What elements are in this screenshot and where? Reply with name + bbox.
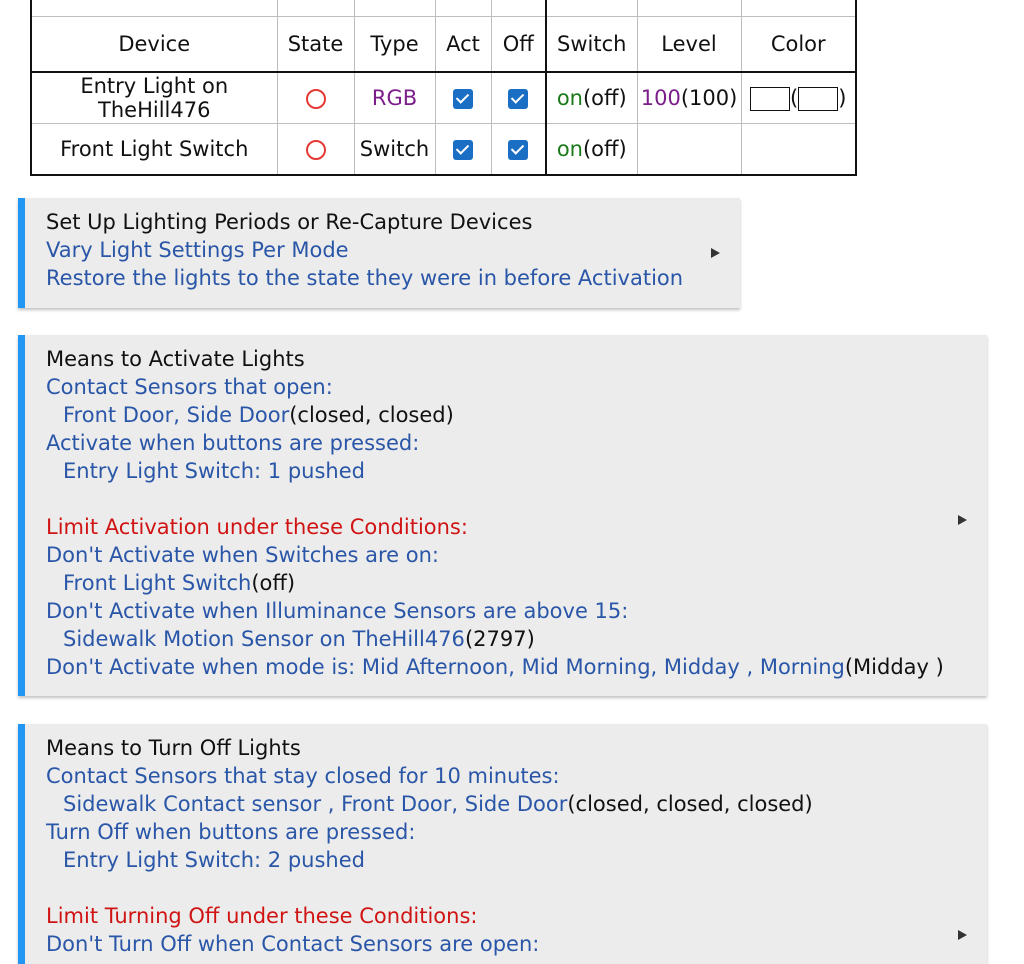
mode-label: Don't Activate when mode is: Mid Afternoon, Mid Morning, Midday , Morning: [46, 655, 845, 679]
expand-arrow-icon[interactable]: [958, 515, 967, 525]
header-act: Act: [435, 17, 491, 73]
switch-state-text: (off): [582, 137, 627, 161]
switch-cell[interactable]: [546, 72, 637, 124]
periods-title: Set Up Lighting Periods or Re-Capture Devices: [46, 210, 533, 234]
turnoff-limit-label: Limit Turning Off under these Conditions:: [46, 904, 478, 928]
switches-state: (off): [251, 571, 296, 595]
state-cell[interactable]: [277, 124, 354, 176]
off-checkbox[interactable]: [508, 140, 528, 160]
type-cell: RGB: [354, 72, 435, 124]
state-cell[interactable]: [277, 72, 354, 124]
restore-lights-text: Restore the lights to the state they were in before Activation: [46, 266, 684, 290]
turnoff-buttons-label: Turn Off when buttons are pressed:: [46, 820, 416, 844]
off-cell[interactable]: [491, 124, 546, 176]
act-cell[interactable]: [435, 124, 491, 176]
state-circle-icon[interactable]: [306, 89, 326, 109]
turnoff-contact-devices: Sidewalk Contact sensor , Front Door, Side Door: [63, 792, 568, 816]
color-swatch[interactable]: [750, 87, 790, 111]
header-state: State: [277, 17, 354, 73]
act-cell[interactable]: [435, 72, 491, 124]
table-row: [31, 72, 856, 124]
switch-on-text[interactable]: on: [556, 86, 583, 110]
switches-devices: Front Light Switch: [63, 571, 252, 595]
header-type: Type: [354, 17, 435, 73]
switches-label: Don't Activate when Switches are on:: [46, 543, 439, 567]
color-cell[interactable]: [741, 72, 856, 124]
switch-on-text[interactable]: on: [556, 137, 583, 161]
illuminance-devices: Sidewalk Motion Sensor on TheHill476: [63, 627, 465, 651]
turnoff-contact-label: Contact Sensors that stay closed for 10 minutes:: [46, 764, 560, 788]
illuminance-state: (2797): [464, 627, 535, 651]
device-name[interactable]: Front Light Switch: [31, 124, 277, 176]
level-state: (100): [680, 86, 738, 110]
header-switch: Switch: [546, 17, 637, 73]
contact-state: (closed, closed): [289, 403, 454, 427]
color-paren-open: (: [790, 85, 799, 110]
periods-section[interactable]: [18, 198, 740, 308]
contact-devices: Front Door, Side Door: [63, 403, 290, 427]
vary-settings-text: Vary Light Settings Per Mode: [46, 238, 349, 262]
type-cell: Switch: [354, 124, 435, 176]
switch-state-text: (off): [582, 86, 627, 110]
off-cell[interactable]: [491, 72, 546, 124]
mode-state: (Midday ): [844, 655, 944, 679]
expand-arrow-icon[interactable]: [711, 248, 720, 258]
turnoff-title: Means to Turn Off Lights: [46, 736, 301, 760]
turnoff-buttons-value: Entry Light Switch: 2 pushed: [63, 848, 365, 872]
header-level: Level: [637, 17, 741, 73]
buttons-label: Activate when buttons are pressed:: [46, 431, 420, 455]
level-value[interactable]: 100: [640, 86, 681, 110]
color-state-swatch: [798, 87, 838, 111]
level-cell: [637, 124, 741, 176]
buttons-value: Entry Light Switch: 1 pushed: [63, 459, 365, 483]
turnoff-contact-open-label: Don't Turn Off when Contact Sensors are open:: [46, 932, 540, 956]
color-cell: [741, 124, 856, 176]
off-checkbox[interactable]: [508, 89, 528, 109]
switch-cell[interactable]: [546, 124, 637, 176]
act-checkbox[interactable]: [453, 89, 473, 109]
contact-label: Contact Sensors that open:: [46, 375, 333, 399]
illuminance-label: Don't Activate when Illuminance Sensors are above 15:: [46, 599, 629, 623]
activate-title: Means to Activate Lights: [46, 347, 305, 371]
device-name[interactable]: Entry Light on TheHill476: [31, 72, 277, 124]
limit-label: Limit Activation under these Conditions:: [46, 515, 468, 539]
turnoff-section[interactable]: [18, 724, 987, 964]
activate-section[interactable]: [18, 335, 987, 696]
header-device: Device: [31, 17, 277, 73]
turnoff-contact-state: (closed, closed, closed): [567, 792, 813, 816]
table-row: [31, 124, 856, 176]
header-off: Off: [491, 17, 546, 73]
expand-arrow-icon[interactable]: [958, 930, 967, 940]
header-color: Color: [741, 17, 856, 73]
level-cell[interactable]: [637, 72, 741, 124]
device-table: [30, 0, 857, 176]
state-circle-icon[interactable]: [306, 140, 326, 160]
act-checkbox[interactable]: [453, 140, 473, 160]
color-paren-close: ): [838, 85, 847, 110]
